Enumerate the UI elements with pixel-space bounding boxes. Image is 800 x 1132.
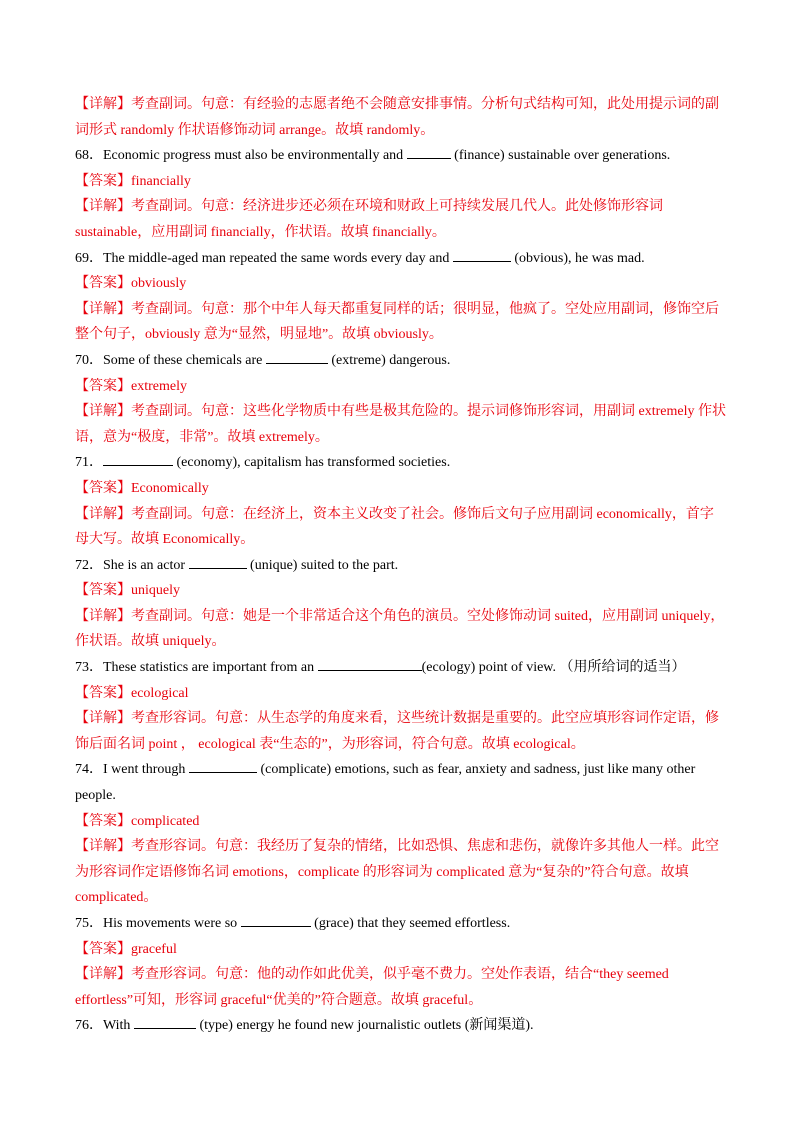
answer-line: 【答案】financially — [75, 173, 191, 189]
question-text: (ecology) point of view. （用所给词的适当） — [421, 660, 686, 676]
question-line — [75, 1013, 727, 1039]
explanation-line: 【详解】考查副词。句意：那个中年人每天都重复同样的话；很明显，他疯了。空处应用副词，修饰空后 — [75, 301, 719, 317]
answer-line: 【答案】extremely — [75, 378, 187, 394]
question-line — [75, 911, 727, 937]
explanation-line: 【详解】考查形容词。句意：我经历了复杂的情绪，比如恐惧、焦虑和悲伤，就像许多其他人一样。此空 — [75, 839, 719, 855]
explanation-line: 【详解】考查形容词。句意：他的动作如此优美，似乎毫不费力。空处作表语，结合“they seemed — [75, 967, 669, 983]
explanation-line: 【详解】考查副词。句意：有经验的志愿者绝不会随意安排事情。分析句式结构可知，此处用提示词的副 — [75, 97, 719, 112]
answer-blank — [266, 350, 328, 364]
question-line — [75, 553, 727, 579]
explanation-line: 【详解】考查副词。句意：在经济上，资本主义改变了社会。修饰后文句子应用副词 economically，首字 — [75, 506, 714, 522]
answer-line: 【答案】uniquely — [75, 583, 180, 599]
explanation-line: 语，意为“极度，非常”。故填 extremely。 — [75, 429, 329, 445]
explanation-line: 饰后面名词 point ， ecological 表“生态的”，为形容词，符合句意。故填 ecological。 — [75, 736, 585, 752]
explanation-line: 母大写。故填 Economically。 — [75, 532, 255, 548]
question-line — [75, 348, 727, 374]
explanation-line: 【详解】考查形容词。句意：从生态学的角度来看，这些统计数据是重要的。此空应填形容词作定语，修 — [75, 711, 719, 727]
question-text: 72．She is an actor — [75, 557, 189, 573]
answer-blank — [453, 248, 511, 262]
question-text: 75．His movements were so — [75, 916, 241, 931]
explanation-line: 为形容词作定语修饰名词 emotions，complicate 的形容词为 complicated 意为“复杂的”符合句意。故填 — [75, 864, 689, 880]
answer-blank — [134, 1015, 196, 1029]
question-line — [75, 757, 727, 783]
explanation-line: effortless”可知，形容词 graceful“优美的”符合题意。故填 graceful。 — [75, 992, 483, 1008]
question-text: (obvious), he was mad. — [510, 250, 645, 266]
answer-blank — [103, 452, 173, 466]
question-text: (complicate) emotions, such as fear, anxiety and sadness, just like many other — [256, 762, 696, 778]
question-text: (grace) that they seemed effortless. — [310, 916, 511, 931]
question-text: 68．Economic progress must also be environmentally and — [75, 148, 407, 164]
question-text: 71． — [75, 455, 103, 471]
answer-line: 【答案】complicated — [75, 813, 200, 829]
question-text: 76．With — [75, 1018, 134, 1034]
exercise-content — [75, 92, 727, 1039]
question-text: 69．The middle-aged man repeated the same words every day and — [75, 250, 453, 266]
question-line — [75, 246, 727, 272]
question-line — [75, 143, 727, 169]
answer-line: 【答案】obviously — [75, 276, 187, 292]
question-text: (extreme) dangerous. — [327, 352, 451, 368]
question-line — [75, 450, 727, 476]
explanation-line: complicated。 — [75, 890, 158, 906]
explanation-line: 【详解】考查副词。句意：经济进步还必须在环境和财政上可持续发展几代人。此处修饰形容词 — [75, 199, 663, 215]
question-text: (economy), capitalism has transformed societies. — [173, 455, 451, 471]
question-text: (unique) suited to the part. — [246, 557, 399, 573]
question-text: (finance) sustainable over generations. — [450, 148, 671, 164]
answer-line: 【答案】graceful — [75, 941, 177, 957]
answer-blank — [189, 759, 257, 773]
question-text: 70．Some of these chemicals are — [75, 352, 266, 368]
explanation-line: 作状语。故填 uniquely。 — [75, 634, 226, 650]
answer-line: 【答案】ecological — [75, 685, 189, 701]
answer-blank — [189, 555, 247, 569]
explanation-line: 【详解】考查副词。句意：她是一个非常适合这个角色的演员。空处修饰动词 suited，应用副词 uniquely， — [75, 608, 725, 624]
explanation-line: sustainable，应用副词 financially，作状语。故填 financially。 — [75, 224, 446, 240]
answer-blank — [318, 657, 422, 671]
answer-blank — [241, 913, 311, 927]
explanation-line: 词形式 randomly 作状语修饰动词 arrange。故填 randomly。 — [75, 122, 435, 138]
question-text: 73．These statistics are important from an — [75, 660, 318, 676]
question-text: 74．I went through — [75, 762, 189, 778]
question-line: people. — [75, 788, 116, 804]
explanation-line: 整个句子，obviously 意为“显然，明显地”。故填 obviously。 — [75, 327, 443, 343]
explanation-line: 【详解】考查副词。句意：这些化学物质中有些是极其危险的。提示词修饰形容词，用副词 extremely 作状 — [75, 404, 726, 420]
question-text: (type) energy he found new journalistic outlets (新闻渠道). — [195, 1018, 534, 1034]
answer-line: 【答案】Economically — [75, 480, 209, 496]
question-line — [75, 655, 727, 681]
answer-blank — [407, 145, 451, 159]
